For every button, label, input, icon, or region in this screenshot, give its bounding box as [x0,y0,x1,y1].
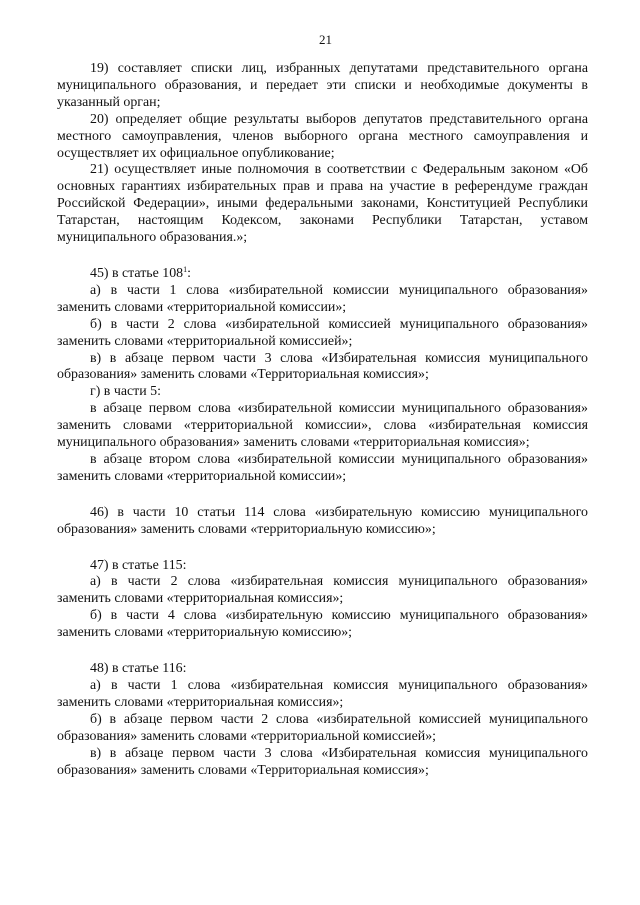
paragraph-21: 21) осуществляет иные полномочия в соответствии с Федеральным законом «Об основных гарантиях избирательных прав и права на участие в референдуме граждан Российской Федерации», иными федеральными законами, Конституцией Республики Татарстан, настоящим Кодексом, законами Республики Татарстан, уставом муниципального образования.»; [57,162,588,246]
item-45-v: в) в абзаце первом части 3 слова «Избирательная комиссия муниципального образования» заменить словами «Территориальная комиссия»; [57,350,588,383]
item-45-g-first: в абзаце первом слова «избирательной комиссии муниципального образования» заменить словами «территориальной комиссии», слова «избирательная комиссия муниципального образования» заменить словами «территориальная комиссия»; [57,401,588,451]
item-47-heading: 47) в статье 115: [90,557,187,573]
item-48-v: в) в абзаце первом части 3 слова «Избирательная комиссия муниципального образования» заменить словами «Территориальная комиссия»; [57,745,588,778]
item-45-g-second: в абзаце втором слова «избирательной комиссии муниципального образования» заменить словами «территориальной комиссии»; [57,451,588,484]
item-45-a: а) в части 1 слова «избирательной комиссии муниципального образования» заменить словами «территориальной комиссии»; [57,282,588,315]
item-45-superscript: 1 [183,264,188,274]
paragraph-19: 19) составляет списки лиц, избранных депутатами представительного органа муниципального образования, и передает эти списки и необходимые документы в указанный орган; [57,61,588,110]
page-number: 21 [319,32,332,47]
item-45-b: б) в части 2 слова «избирательной комиссией муниципального образования» заменить словами «территориальной комиссией»; [57,316,588,349]
item-45-heading-colon: : [187,265,191,281]
item-45-g: г) в части 5: [90,384,161,400]
item-45-heading-text: 45) в статье 108 [90,265,184,281]
paragraph-20: 20) определяет общие результаты выборов депутатов представительного органа местного самоуправления, членов выборного органа местного самоуправления и осуществляет их официальное опубликование; [57,111,588,161]
item-46: 46) в части 10 статьи 114 слова «избирательную комиссию муниципального образования» заменить словами «территориальную комиссию»; [57,504,588,537]
item-47-b: б) в части 4 слова «избирательную комиссию муниципального образования» заменить словами «территориальную комиссию»; [57,608,588,641]
item-48-b: б) в абзаце первом части 2 слова «избирательной комиссией муниципального образования» заменить словами «территориальной комиссией»; [57,711,588,744]
item-45-heading [57,266,588,283]
item-48-a: а) в части 1 слова «избирательная комиссия муниципального образования» заменить словами «территориальная комиссия»; [57,678,588,710]
item-47-a: а) в части 2 слова «избирательная комиссия муниципального образования» заменить словами «территориальная комиссия»; [57,574,588,607]
item-48-heading: 48) в статье 116: [90,661,187,677]
